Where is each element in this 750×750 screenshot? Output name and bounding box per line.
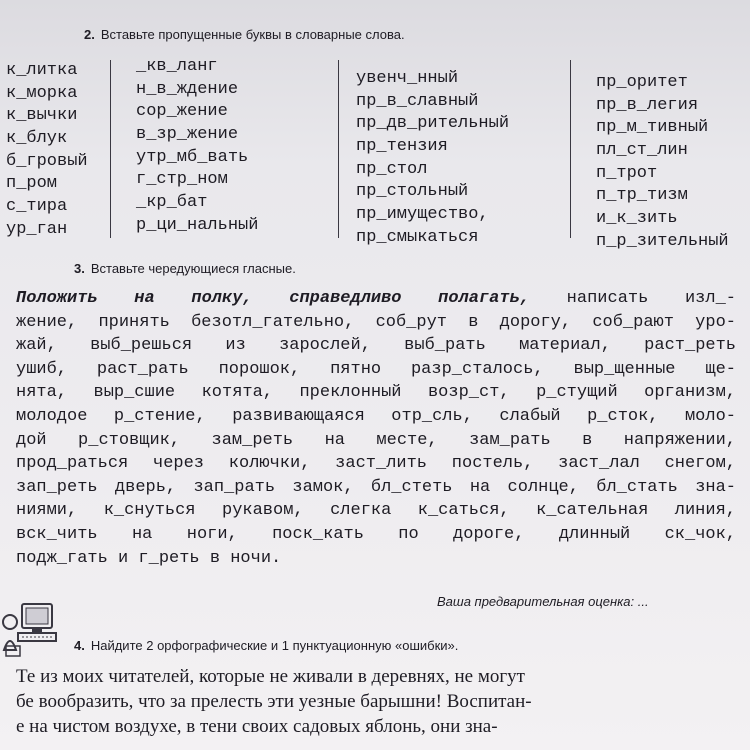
- exercise-text: подж_гать и г_реть в ночи.: [16, 548, 282, 568]
- dictionary-word: с_тира: [6, 197, 68, 217]
- dictionary-word: пр_м_тивный: [596, 118, 709, 138]
- dictionary-word: пр_оритет: [596, 73, 688, 92]
- task3-paragraph: [16, 287, 736, 570]
- exercise-text: ушиб, раст_рать порошок, пятно разр_сталось, выр_щенные ще-: [16, 359, 736, 379]
- task4-heading: [74, 638, 458, 653]
- dictionary-word: пр_стол: [356, 159, 428, 179]
- column-divider: [570, 60, 571, 238]
- exercise-text: молодое р_стение, развивающаяся отр_сль, слабый р_сток, моло-: [16, 406, 736, 426]
- dictionary-word: _кр_бат: [136, 193, 208, 213]
- exercise-text: написать изл_-: [530, 289, 736, 308]
- dictionary-word: п_трот: [596, 163, 658, 183]
- dictionary-word: п_тр_тизм: [596, 186, 688, 206]
- dictionary-word: пр_стольный: [356, 182, 469, 202]
- task3-line: [16, 429, 736, 453]
- task3-line: [16, 499, 736, 523]
- exercise-text: ниями, к_снуться рукавом, слегка к_саться, к_сательная линия,: [16, 501, 736, 521]
- task4-number: 4.: [74, 638, 85, 653]
- exercise-text: дой р_стовщик, зам_реть на месте, зам_рать в напряжении,: [16, 430, 736, 450]
- dictionary-word: пр_в_славный: [356, 91, 479, 111]
- word-column-4: [596, 72, 729, 254]
- dictionary-word: н_в_ждение: [136, 79, 239, 99]
- exercise-text: зап_реть дверь, зап_рать замок, бл_стеть на солнце, бл_стать зна-: [16, 477, 736, 497]
- dictionary-word: пр_в_легия: [596, 95, 699, 115]
- dictionary-word: п_р_зительный: [596, 231, 729, 251]
- exercise-text: жение, принять безотл_гательно, соб_рут в дорогу, соб_рают уро-: [16, 312, 736, 332]
- task3-line: [16, 381, 736, 405]
- dictionary-word: г_стр_ном: [136, 170, 228, 190]
- dictionary-word: в_зр_жение: [136, 125, 239, 145]
- task4-title: Найдите 2 орфографические и 1 пунктуационную «ошибки».: [90, 638, 459, 653]
- example-words: Положить на полку, справедливо полагать,: [16, 289, 530, 308]
- task4-line: Те из моих читателей, которые не живали в деревнях, не могут: [16, 666, 525, 687]
- exercise-text: прод_раться через колючки, заст_лить постель, заст_лал снегом,: [16, 454, 736, 474]
- dictionary-word: к_блук: [6, 129, 68, 149]
- task3-heading: [74, 261, 296, 276]
- dictionary-word: увенч_нный: [356, 69, 459, 88]
- dictionary-word: пр_дв_рительный: [356, 114, 510, 134]
- dictionary-word-columns: [0, 56, 750, 256]
- task3-line: [16, 476, 736, 500]
- dictionary-word: к_литка: [6, 61, 78, 80]
- task2-number: 2.: [84, 27, 95, 42]
- dictionary-word: сор_жение: [136, 102, 228, 122]
- computer-illustration-icon: [0, 600, 58, 658]
- word-column-3: [356, 68, 509, 250]
- dictionary-word: п_ром: [6, 174, 58, 194]
- task3-line: [16, 311, 736, 335]
- dictionary-word: пр_тензия: [356, 137, 448, 157]
- task3-title: Вставьте чередующиеся гласные.: [90, 261, 296, 276]
- preliminary-assessment: Ваша предварительная оценка: ...: [437, 594, 649, 609]
- dictionary-word: пр_смыкаться: [356, 227, 479, 247]
- dictionary-word: _кв_ланг: [136, 57, 218, 76]
- exercise-text: нята, выр_сшие котята, преклонный возр_ст, р_стущий организм,: [16, 383, 736, 403]
- task4-line: бе вообразить, что за прелесть эти уезные барышни! Воспитан-: [16, 691, 532, 712]
- column-divider: [338, 60, 339, 238]
- task3-line: [16, 334, 736, 358]
- task3-line: [16, 358, 736, 382]
- dictionary-word: б_гровый: [6, 151, 88, 171]
- task3-line: [16, 452, 736, 476]
- word-column-2: [136, 56, 258, 238]
- task3-line: [16, 547, 736, 571]
- dictionary-word: р_ци_нальный: [136, 215, 259, 235]
- exercise-text: жай, выб_решься из зарослей, выб_рать материал, раст_реть: [16, 336, 736, 356]
- dictionary-word: пр_имущество,: [356, 205, 489, 225]
- dictionary-word: ур_ган: [6, 219, 68, 239]
- dictionary-word: к_вычки: [6, 106, 78, 126]
- task3-number: 3.: [74, 261, 85, 276]
- task2-heading: [84, 27, 405, 42]
- task4-line: е на чистом воздухе, в тени своих садовых яблонь, они зна-: [16, 716, 498, 737]
- task3-line: [16, 405, 736, 429]
- task2-title: Вставьте пропущенные буквы в словарные слова.: [100, 27, 405, 42]
- word-column-1: [6, 60, 88, 242]
- dictionary-word: и_к_зить: [596, 209, 678, 229]
- task4-paragraph: [16, 664, 750, 739]
- dictionary-word: к_морка: [6, 83, 78, 103]
- dictionary-word: утр_мб_вать: [136, 147, 249, 167]
- task3-line: [16, 523, 736, 547]
- dictionary-word: пл_ст_лин: [596, 141, 688, 161]
- column-divider: [110, 60, 111, 238]
- task3-line: [16, 287, 736, 311]
- exercise-text: вск_чить на ноги, поск_кать по дороге, длинный ск_чок,: [16, 524, 736, 544]
